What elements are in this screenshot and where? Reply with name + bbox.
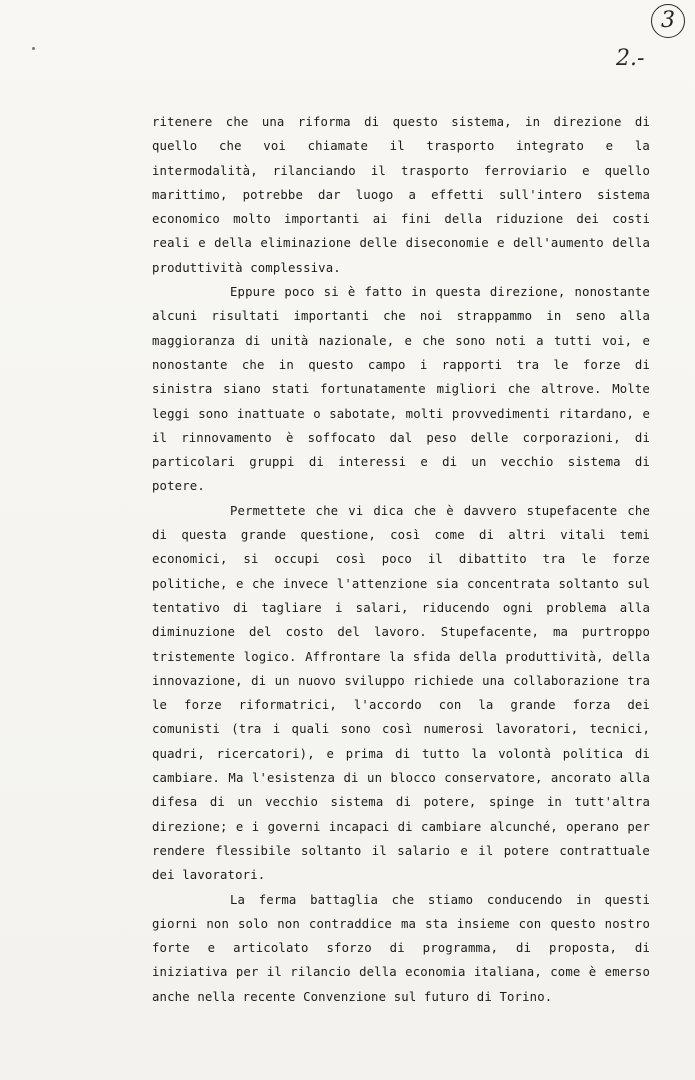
scan-speck <box>32 47 35 50</box>
paragraph-1: ritenere che una riforma di questo sistema, in direzione di quello che voi chiamate il trasporto integrato e la intermodalità, rilanciando il trasporto ferroviario e quello marittimo, potrebbe dar luogo a effetti sull'intero sistema economico molto importanti ai fini della riduzione dei costi reali e della eliminazione delle diseconomie e dell'aumento della produttività complessiva. <box>152 115 650 275</box>
paragraph-4: La ferma battaglia che stiamo conducendo in questi giorni non solo non contraddice ma sta insieme con questo nostro forte e articolato sforzo di programma, di proposta, di iniziativa per il rilancio della economia italiana, come è emerso anche nella recente Convenzione sul futuro di Torino. <box>152 892 650 1004</box>
paragraph-3: Permettete che vi dica che è davvero stupefacente che di questa grande questione, così come di altri vitali temi economici, si occupi così poco il dibattito tra le forze politiche, e che invece l'attenzione sia concentrata soltanto sul tentativo di tagliare i salari, riducendo ogni problema alla diminuzione del costo del lavoro. Stupefacente, ma purtroppo tristemente logico. Affrontare la sfida della produttività, della innovazione, di un nuovo sviluppo richiede una collaborazione tra le forze riformatrici, l'accordo con la grande forza dei comunisti (tra i quali sono così numerosi lavoratori, tecnici, quadri, ricercatori), e prima di tutto la volontà politica di cambiare. Ma l'esistenza di un blocco conservatore, ancorato alla difesa di un vecchio sistema di potere, spinge in tutt'altra direzione; e i governi incapaci di cambiare alcunché, operano per rendere flessibile soltanto il salario e il potere contrattuale dei lavoratori. <box>152 503 650 883</box>
document-body <box>152 110 650 1009</box>
paragraph-2: Eppure poco si è fatto in questa direzione, nonostante alcuni risultati importanti che noi strappammo in seno alla maggioranza di unità nazionale, e che sono noti a tutti voi, e nonostante che in questo campo i rapporti tra le forze di sinistra siano stati fortunatamente migliori che altrove. Molte leggi sono inattuate o sabotate, molti provvedimenti ritardano, e il rinnovamento è soffocato dal peso delle corporazioni, di particolari gruppi di interessi e di un vecchio sistema di potere. <box>152 285 650 494</box>
page-number: 2.- <box>616 46 645 71</box>
page-sequence-mark: 3 <box>651 4 685 38</box>
